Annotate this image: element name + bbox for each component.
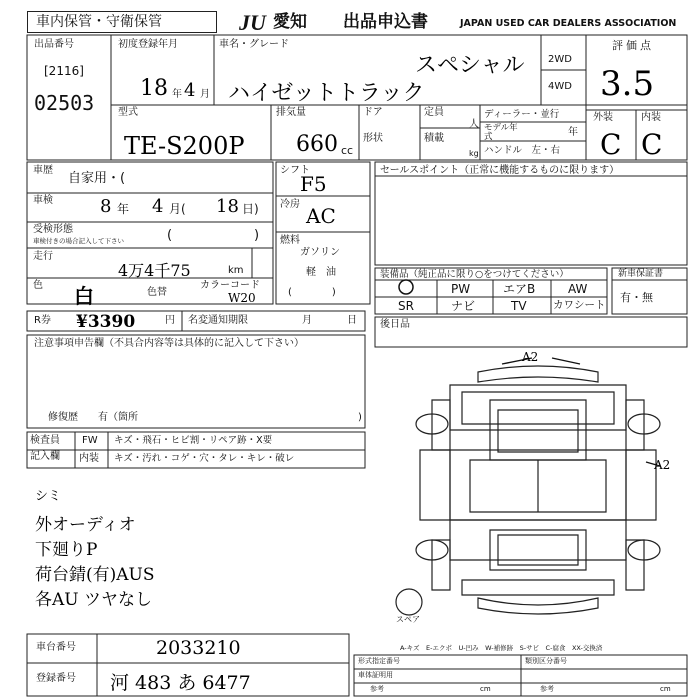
door-label: ドア xyxy=(363,107,383,118)
drive-4wd: 4WD xyxy=(548,81,572,92)
ref-label-2: 参考 xyxy=(540,685,554,693)
diagram-mark-right: A2 xyxy=(654,458,671,472)
cert-label: 車体証明用 xyxy=(358,671,393,679)
insp-day: 18 xyxy=(216,196,239,217)
interior-grade: C xyxy=(641,128,663,161)
remarks-title: シミ xyxy=(35,489,62,504)
diagram-mark-top: A2 xyxy=(522,350,539,364)
damage-legend: A-キズ E-エクボ U-凹み W-補修跡 S-サビ C-腐食 XX-交換済 xyxy=(400,644,603,652)
equipment-label: 装備品（純正品に限り○をつけてください） xyxy=(380,269,569,280)
fuel-label: 燃料 xyxy=(280,235,300,246)
mileage-label: 走行 xyxy=(33,251,53,262)
after-label: 後日品 xyxy=(380,319,410,330)
brand-logo: JU xyxy=(239,10,266,35)
dealer-label: ディーラー・並行 xyxy=(484,109,560,120)
name-change-month: 月 xyxy=(302,315,312,326)
drive-2wd: 2WD xyxy=(548,54,572,65)
remarks-line-4: 各AU ツヤなし xyxy=(35,590,153,610)
fuel-diesel: 軽 油 xyxy=(306,267,336,278)
eval-label: 評価点 xyxy=(612,39,654,52)
inspector-fw: FW xyxy=(82,435,98,446)
color-value: 白 xyxy=(74,284,94,308)
received-paren: ( xyxy=(167,228,173,243)
cc-unit: cc xyxy=(341,144,354,157)
color-code-label: カラーコード xyxy=(200,280,260,291)
inspector-fw-items: キズ・飛石・ヒビ割・リペア跡・X要 xyxy=(114,435,273,446)
equip-aw: AW xyxy=(568,282,588,296)
first-reg-label: 初度登録年月 xyxy=(118,39,178,50)
ref-label-1: 参考 xyxy=(370,685,384,693)
first-reg-year: 18 xyxy=(140,76,168,101)
exterior-label: 外装 xyxy=(593,112,613,123)
fuel-paren: ( ) xyxy=(288,287,336,298)
fuel-gas: ガソリン xyxy=(300,247,340,258)
year-unit: 年 xyxy=(172,89,182,100)
inspector-interior-items: キズ・汚れ・コゲ・穴・タレ・キレ・破レ xyxy=(114,453,295,464)
storage-label: 車内保管・守衛保管 xyxy=(36,14,162,30)
model-year-unit: 年 xyxy=(568,127,578,138)
lot-label: 出品番号 xyxy=(34,39,74,50)
km-unit: km xyxy=(228,265,244,276)
equip-pw: PW xyxy=(451,282,471,296)
brand-name: 愛知 xyxy=(273,12,307,32)
notes-header: 注意事項申告欄（不具合内容等は具体的に記入して下さい） xyxy=(34,338,304,349)
aircon-label: 冷房 xyxy=(280,199,300,210)
form-title: 出品申込書 xyxy=(343,12,428,32)
inspector-label-1: 検査員 xyxy=(30,435,60,446)
chassis-value: 2033210 xyxy=(156,637,241,659)
person-unit: 人 xyxy=(469,119,479,130)
equip-sr: SR xyxy=(398,299,414,313)
displacement: 660 xyxy=(296,132,338,157)
remarks-line-2: 下廻りP xyxy=(35,540,98,560)
month-unit: 月 xyxy=(200,89,210,100)
yen-unit: 円 xyxy=(165,315,175,326)
received-label: 受検形態 xyxy=(33,224,73,235)
model-label: 型式 xyxy=(118,107,138,118)
cm-unit-1: cm xyxy=(480,685,491,693)
designation-label: 形式指定番号 xyxy=(358,657,400,665)
sales-point-label: セールスポイント（正常に機能するものに限ります） xyxy=(380,165,620,176)
handle-label: ハンドル 左・右 xyxy=(484,145,561,156)
history-label: 車歴 xyxy=(33,165,53,176)
history-value: 自家用・( xyxy=(68,171,126,186)
aircon-value: AC xyxy=(306,204,336,228)
recycle-label: R券 xyxy=(34,315,51,326)
received-note: 車検付きの場合記入して下さい xyxy=(33,237,124,245)
category-label: 類別区分番号 xyxy=(525,657,567,665)
model-year-label: モデル年式 xyxy=(484,123,518,143)
warranty-value: 有・無 xyxy=(620,291,653,304)
lot-sub: [2116] xyxy=(44,64,84,78)
color-code: W20 xyxy=(228,291,256,305)
exterior-grade: C xyxy=(600,128,622,161)
car-diagram xyxy=(396,366,660,615)
shift-label: シフト xyxy=(280,165,310,176)
inspector-label-2: 記入欄 xyxy=(30,451,60,462)
first-reg-month: 4 xyxy=(184,80,196,101)
capacity-label: 定員 xyxy=(424,107,444,118)
name-change-label: 名変通知期限 xyxy=(188,315,248,326)
spare-label: スペア xyxy=(396,615,420,624)
kg-unit: kg xyxy=(469,149,479,158)
eval-score: 3.5 xyxy=(600,64,655,104)
color-label: 色 xyxy=(33,280,43,291)
grade: スペシャル xyxy=(415,53,525,78)
name-change-day: 日 xyxy=(347,315,357,326)
car-name-label: 車名・グレード xyxy=(219,39,289,50)
warranty-label: 新車保証書 xyxy=(618,269,664,279)
plate-label: 登録番号 xyxy=(36,673,76,684)
mileage-value: 4万4千75 xyxy=(118,261,191,280)
insp-year-unit: 年 xyxy=(117,202,130,216)
displacement-label: 排気量 xyxy=(276,107,306,118)
inspector-interior: 内装 xyxy=(79,453,99,464)
inspection-label: 車検 xyxy=(33,195,53,206)
interior-label: 内装 xyxy=(641,112,661,123)
shape-label: 形状 xyxy=(363,133,383,144)
insp-day-unit: 日) xyxy=(242,202,259,216)
remarks-line-1: 外オーディオ xyxy=(35,515,136,535)
recolor-label: 色替 xyxy=(147,287,167,298)
insp-year: 8 xyxy=(100,196,112,217)
cm-unit-2: cm xyxy=(660,685,671,693)
plate-value: 河 483 あ 6477 xyxy=(110,672,251,694)
car-name: ハイゼットトラック xyxy=(228,81,425,106)
equip-navi: ナビ xyxy=(451,299,476,313)
equip-leather: カワシート xyxy=(553,299,606,311)
load-label: 積載 xyxy=(424,133,444,144)
insp-month-unit: 月( xyxy=(169,202,186,216)
chassis-label: 車台番号 xyxy=(36,642,76,653)
remarks-line-3: 荷台錆(有)AUS xyxy=(35,565,155,585)
shift-value: F5 xyxy=(300,172,327,196)
model: TE-S200P xyxy=(124,132,245,160)
repair-label: 修復歴 有（箇所 xyxy=(48,412,138,423)
recycle-value: ¥3390 xyxy=(76,312,136,332)
association-name: JAPAN USED CAR DEALERS ASSOCIATION xyxy=(460,18,677,29)
insp-month: 4 xyxy=(152,196,164,217)
repair-close: ) xyxy=(358,412,362,423)
equip-tv: TV xyxy=(511,299,527,313)
lot-number: 02503 xyxy=(34,91,95,115)
received-paren-close: ) xyxy=(254,228,260,243)
equip-airbag: エアB xyxy=(503,282,536,296)
